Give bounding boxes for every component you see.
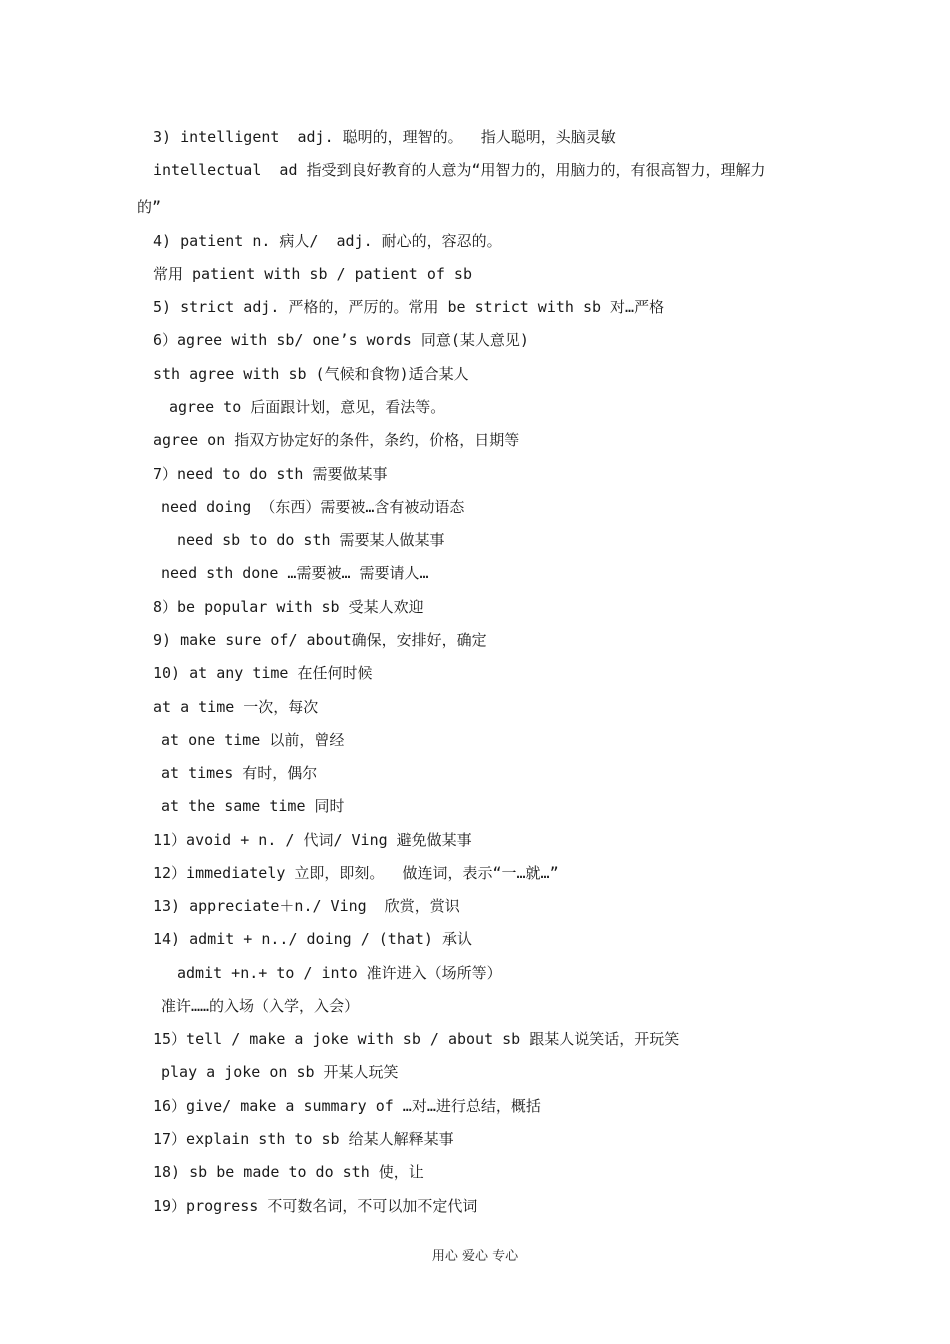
text-line: 4) patient n. 病人/ adj. 耐心的，容忍的。 [153, 232, 502, 250]
text-line: 16）give/ make a summary of …对…进行总结，概括 [153, 1097, 541, 1115]
text-line: 19）progress 不可数名词，不可以加不定代词 [153, 1197, 478, 1215]
text-line: 18) sb be made to do sth 使，让 [153, 1163, 424, 1181]
text-line: 14) admit + n../ doing / (that) 承认 [153, 930, 472, 948]
text-line: 15）tell / make a joke with sb / about sb 跟某人说笑话，开玩笑 [153, 1030, 680, 1048]
text-line: at one time 以前，曾经 [161, 731, 345, 749]
text-line: 9) make sure of/ about确保，安排好，确定 [153, 631, 487, 649]
text-line: agree on 指双方协定好的条件，条约，价格，日期等 [153, 431, 520, 449]
text-line: 的” [137, 198, 162, 216]
text-line: at the same time 同时 [161, 797, 345, 815]
text-line: 17）explain sth to sb 给某人解释某事 [153, 1130, 454, 1148]
text-line: 常用 patient with sb / patient of sb [153, 265, 472, 283]
text-line: agree to 后面跟计划，意见，看法等。 [169, 398, 446, 416]
text-line: 8）be popular with sb 受某人欢迎 [153, 598, 424, 616]
text-line: 13) appreciate＋n./ Ving 欣赏，赏识 [153, 897, 460, 915]
text-line: need sb to do sth 需要某人做某事 [177, 531, 445, 549]
text-line: at times 有时，偶尔 [161, 764, 318, 782]
text-line: 3) intelligent adj. 聪明的，理智的。 指人聪明，头脑灵敏 [153, 128, 616, 146]
page-footer: 用心 爱心 专心 [431, 1249, 519, 1264]
text-line: 11）avoid + n. / 代词/ Ving 避免做某事 [153, 831, 472, 849]
text-line: 12）immediately 立即，即刻。 做连词，表示“一…就…” [153, 864, 559, 882]
text-line: sth agree with sb (气候和食物)适合某人 [153, 365, 469, 383]
text-line: 5) strict adj. 严格的，严厉的。常用 be strict with sb 对…严格 [153, 298, 665, 316]
text-line: 6）agree with sb/ one’s words 同意(某人意见) [153, 331, 529, 349]
text-line: intellectual ad 指受到良好教育的人意为“用智力的，用脑力的，有很高智力，理解力 [153, 161, 766, 179]
text-line: admit +n.+ to / into 准许进入（场所等） [177, 964, 502, 982]
text-line: 7）need to do sth 需要做某事 [153, 465, 388, 483]
text-line: need doing （东西）需要被…含有被动语态 [161, 498, 465, 516]
text-line: play a joke on sb 开某人玩笑 [161, 1063, 399, 1081]
text-line: at a time 一次，每次 [153, 698, 319, 716]
text-line: 准许……的入场（入学，入会） [161, 997, 360, 1015]
text-line: need sth done …需要被… 需要请人… [161, 564, 429, 582]
text-line: 10) at any time 在任何时候 [153, 664, 373, 682]
